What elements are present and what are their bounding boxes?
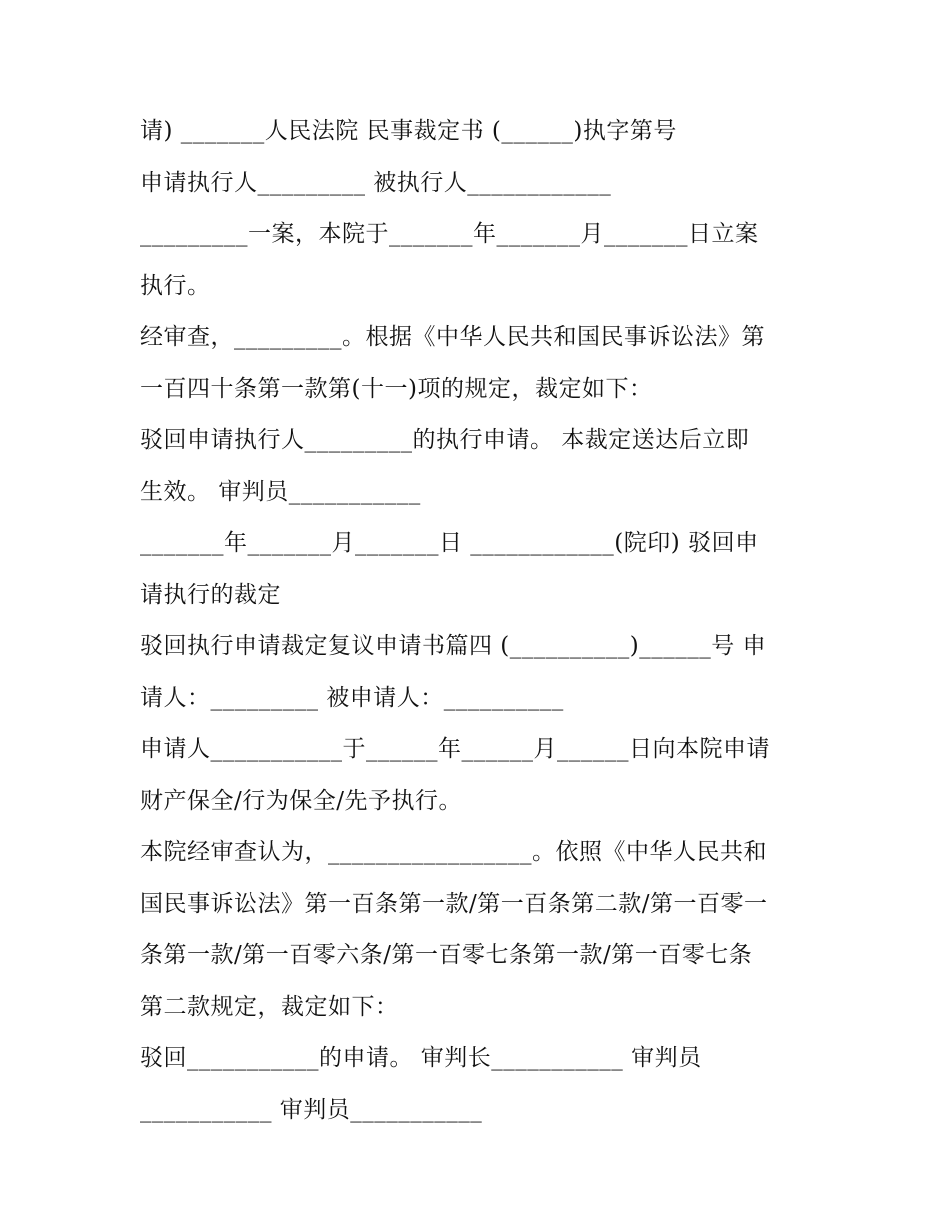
text-line: 请人：_________ 被申请人：__________ — [140, 684, 564, 711]
text-line: 请) _______人民法院 民事裁定书 (______)执字第号 — [140, 118, 677, 144]
text-line: 申请人___________于______年______月______日向本院申请 — [140, 736, 770, 762]
text-line: 驳回___________的申请。 审判长___________ 审判员 — [140, 1045, 702, 1071]
text-line: 驳回申请执行人_________的执行申请。 本裁定送达后立即 — [140, 427, 750, 453]
text-line: 财产保全/行为保全/先予执行。 — [140, 787, 462, 814]
text-line: _________一案，本院于_______年_______月_______日立案 — [140, 221, 759, 247]
text-line: _______年_______月_______日 ____________(院印) 驳回申 — [140, 530, 759, 556]
text-line: 申请执行人_________ 被执行人____________ — [140, 169, 612, 196]
text-line: 驳回执行申请裁定复议申请书篇四 (__________)______号 申 — [140, 633, 767, 659]
text-line: 执行。 — [140, 272, 211, 299]
text-line: 本院经审查认为，_________________。依照《中华人民共和 — [140, 839, 767, 865]
text-line: 请执行的裁定 — [140, 581, 281, 608]
text-line: 国民事诉讼法》第一百条第一款/第一百条第二款/第一百零一 — [140, 890, 768, 917]
text-line: 生效。 审判员___________ — [140, 478, 421, 505]
text-line: ___________ 审判员___________ — [140, 1096, 483, 1123]
document-body — [140, 106, 820, 1136]
text-line: 经审查，_________。根据《中华人民共和国民事诉讼法》第 — [140, 324, 765, 350]
text-line: 条第一款/第一百零六条/第一百零七条第一款/第一百零七条 — [140, 942, 753, 968]
text-line: 第二款规定，裁定如下： — [140, 993, 399, 1020]
text-line: 一百四十条第一款第(十一)项的规定，裁定如下： — [140, 375, 653, 402]
